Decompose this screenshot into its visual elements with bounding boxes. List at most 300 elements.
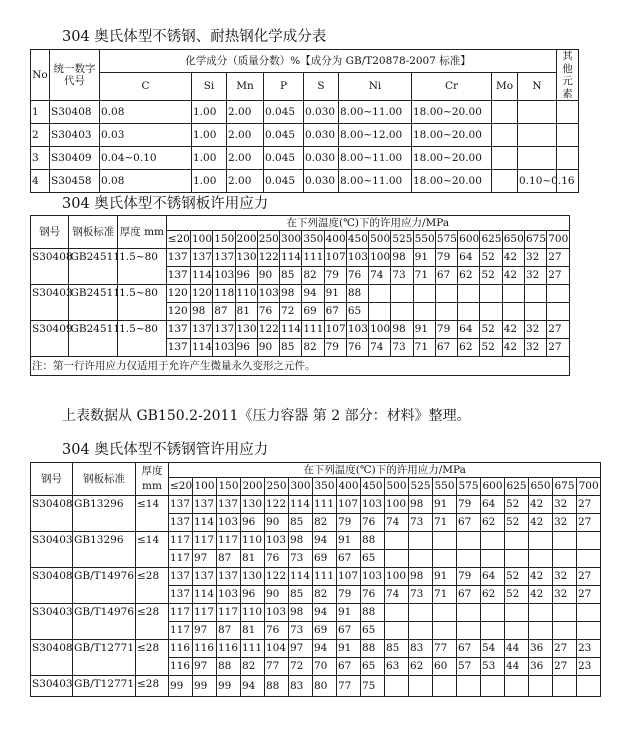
row-standard: GB/T14976 (73, 568, 136, 604)
row-grade: S30408 (31, 568, 73, 604)
stress-cell: 120 (190, 285, 212, 303)
row-no: 4 (31, 170, 50, 193)
stress-cell: 90 (265, 586, 289, 604)
stress-cell: 60 (433, 658, 457, 676)
stress-cell (385, 532, 409, 550)
stress-cell (457, 532, 481, 550)
stress-cell: 103 (217, 586, 241, 604)
header-element: P (264, 72, 304, 101)
stress-cell: 114 (190, 267, 212, 285)
stress-cell: 67 (337, 658, 361, 676)
stress-cell: 79 (457, 496, 481, 514)
stress-cell: 73 (289, 622, 313, 640)
header-thickness (136, 463, 169, 496)
stress-cell: 79 (435, 249, 457, 267)
stress-cell: 116 (217, 640, 241, 658)
stress-cell (413, 285, 435, 303)
stress-cell: 42 (529, 514, 553, 532)
stress-cell: 130 (235, 249, 257, 267)
stress-cell: 62 (481, 586, 505, 604)
stress-cell: 85 (289, 514, 313, 532)
temperature-header: 200 (241, 478, 265, 496)
row-thickness: 1.5~80 (118, 285, 167, 321)
stress-cell (547, 303, 570, 321)
stress-cell: 79 (337, 514, 361, 532)
stress-cell: 137 (190, 321, 212, 339)
stress-cell: 67 (324, 303, 346, 321)
stress-cell (481, 676, 505, 697)
temperature-header: 700 (577, 478, 601, 496)
temperature-header: 500 (385, 478, 409, 496)
row-standard: GB24511 (69, 321, 118, 357)
stress-cell: 79 (324, 267, 346, 285)
stress-cell: 85 (280, 339, 302, 357)
stress-cell: 90 (265, 514, 289, 532)
row-code: S30403 (50, 124, 100, 147)
temperature-header: 300 (289, 478, 313, 496)
composition-cell (518, 101, 557, 124)
stress-cell: 122 (265, 496, 289, 514)
composition-cell: 0.03 (100, 124, 192, 147)
row-thickness: ≤28 (136, 568, 169, 604)
composition-cell: 1.00 (192, 147, 227, 170)
stress-row (31, 676, 601, 697)
stress-cell: 54 (481, 640, 505, 658)
stress-cell: 137 (213, 321, 235, 339)
stress-cell: 32 (524, 339, 546, 357)
temperature-header: 400 (337, 478, 361, 496)
stress-cell (480, 303, 502, 321)
stress-cell: 88 (346, 285, 368, 303)
stress-cell: 65 (361, 658, 385, 676)
stress-cell: 76 (361, 514, 385, 532)
composition-cell: 0.045 (264, 170, 304, 193)
stress-cell: 81 (241, 550, 265, 568)
stress-cell (391, 303, 413, 321)
plate-note: 注：第一行许用应力仅适用于允许产生微量永久变形之元件。 (31, 357, 570, 376)
stress-cell: 85 (289, 586, 313, 604)
composition-cell: 0.045 (264, 147, 304, 170)
stress-cell: 91 (337, 532, 361, 550)
stress-cell: 100 (385, 496, 409, 514)
stress-cell: 32 (524, 249, 546, 267)
stress-cell: 137 (193, 496, 217, 514)
stress-cell: 88 (361, 604, 385, 622)
header-standard: 钢板标准 (69, 216, 118, 249)
stress-cell: 118 (213, 285, 235, 303)
temperature-header: 675 (524, 231, 546, 249)
stress-cell: 104 (265, 640, 289, 658)
composition-cell: 2.00 (227, 101, 264, 124)
stress-cell: 116 (169, 658, 193, 676)
row-code: S30409 (50, 147, 100, 170)
stress-cell: 52 (505, 568, 529, 586)
stress-cell: 137 (166, 267, 190, 285)
stress-cell: 137 (213, 249, 235, 267)
stress-cell: 64 (481, 568, 505, 586)
stress-cell: 116 (169, 640, 193, 658)
temperature-header: 550 (433, 478, 457, 496)
row-grade: S30403 (31, 532, 73, 568)
stress-cell: 90 (257, 339, 279, 357)
temperature-header: 200 (235, 231, 257, 249)
temperature-header: 500 (369, 231, 391, 249)
stress-cell: 76 (346, 267, 368, 285)
composition-cell: 0.045 (264, 101, 304, 124)
composition-cell (557, 124, 579, 147)
stress-cell (524, 285, 546, 303)
stress-cell: 98 (409, 496, 433, 514)
stress-cell: 94 (313, 604, 337, 622)
stress-cell (409, 532, 433, 550)
stress-cell: 91 (337, 640, 361, 658)
stress-row (31, 321, 570, 339)
stress-cell (547, 285, 570, 303)
stress-cell: 130 (235, 321, 257, 339)
temperature-header: 700 (547, 231, 570, 249)
stress-cell: 27 (577, 496, 601, 514)
stress-cell (553, 550, 577, 568)
stress-cell: 122 (265, 568, 289, 586)
stress-cell: 91 (413, 249, 435, 267)
stress-row (31, 568, 601, 586)
header-temperature-group: 在下列温度(℃)下的许用应力/MPa (166, 216, 569, 231)
row-standard: GB/T14976 (73, 604, 136, 640)
row-grade: S30408 (31, 640, 73, 676)
composition-cell: 8.00~11.00 (339, 101, 412, 124)
stress-cell: 98 (391, 321, 413, 339)
stress-cell: 27 (577, 568, 601, 586)
composition-cell: 18.00~20.00 (412, 124, 492, 147)
stress-cell: 76 (265, 622, 289, 640)
header-element: S (304, 72, 339, 101)
stress-cell: 91 (337, 604, 361, 622)
stress-cell: 111 (302, 249, 324, 267)
stress-cell: 137 (166, 249, 190, 267)
header-temperature-group: 在下列温度(℃)下的许用应力/MPa (169, 463, 601, 478)
row-standard: GB/T12771 (73, 676, 136, 697)
row-no: 3 (31, 147, 50, 170)
header-thickness-unit: mm (142, 480, 162, 492)
stress-cell: 110 (235, 285, 257, 303)
stress-cell (577, 622, 601, 640)
composition-cell: 18.00~20.00 (412, 101, 492, 124)
header-grade: 钢号 (31, 463, 73, 496)
header-element: C (100, 72, 192, 101)
row-standard: GB13296 (73, 496, 136, 532)
stress-cell: 52 (480, 267, 502, 285)
stress-cell: 110 (241, 532, 265, 550)
stress-cell (481, 532, 505, 550)
stress-cell: 67 (435, 339, 457, 357)
stress-cell: 52 (505, 586, 529, 604)
stress-cell: 65 (361, 550, 385, 568)
stress-cell (458, 285, 480, 303)
stress-cell: 83 (289, 676, 313, 697)
stress-cell: 74 (385, 586, 409, 604)
stress-cell (502, 285, 524, 303)
stress-cell (529, 532, 553, 550)
stress-cell: 67 (457, 586, 481, 604)
composition-cell: 0.030 (304, 170, 339, 193)
stress-cell: 71 (413, 339, 435, 357)
stress-cell: 27 (577, 586, 601, 604)
stress-cell: 114 (289, 568, 313, 586)
stress-cell: 97 (193, 550, 217, 568)
stress-cell: 82 (313, 514, 337, 532)
composition-row (31, 124, 579, 147)
stress-cell: 74 (369, 339, 391, 357)
stress-cell (502, 303, 524, 321)
row-thickness: ≤28 (136, 676, 169, 697)
row-code: S30408 (50, 101, 100, 124)
composition-cell: 2.00 (227, 147, 264, 170)
stress-cell: 96 (241, 514, 265, 532)
header-composition-group: 化学成分（质量分数）%【成分为 GB/T20878-2007 标准】 (100, 50, 557, 73)
stress-cell: 73 (289, 550, 313, 568)
composition-row (31, 170, 579, 193)
stress-cell: 32 (553, 568, 577, 586)
stress-cell: 32 (524, 321, 546, 339)
stress-cell: 32 (553, 496, 577, 514)
temperature-header: 250 (265, 478, 289, 496)
stress-cell: 137 (169, 568, 193, 586)
temperature-header: 625 (480, 231, 502, 249)
composition-cell: 8.00~12.00 (339, 124, 412, 147)
row-grade: S30403 (31, 604, 73, 640)
row-grade: S30409 (31, 321, 69, 357)
stress-cell (385, 676, 409, 697)
stress-cell: 137 (190, 249, 212, 267)
stress-cell (385, 622, 409, 640)
stress-cell: 137 (217, 496, 241, 514)
stress-cell: 88 (217, 658, 241, 676)
stress-cell: 67 (337, 550, 361, 568)
stress-cell: 73 (409, 514, 433, 532)
row-grade: S30403 (31, 285, 69, 321)
stress-cell: 67 (435, 267, 457, 285)
stress-cell: 103 (346, 249, 368, 267)
stress-cell: 64 (458, 321, 480, 339)
stress-cell: 69 (302, 303, 324, 321)
stress-cell: 63 (385, 658, 409, 676)
composition-table (30, 49, 579, 193)
stress-cell (457, 550, 481, 568)
stress-cell: 69 (313, 550, 337, 568)
stress-cell (505, 532, 529, 550)
stress-cell: 52 (480, 321, 502, 339)
stress-cell: 107 (337, 568, 361, 586)
stress-cell: 76 (265, 550, 289, 568)
stress-cell: 111 (241, 640, 265, 658)
stress-cell (577, 550, 601, 568)
row-thickness: ≤14 (136, 496, 169, 532)
stress-cell: 76 (346, 339, 368, 357)
stress-cell: 85 (280, 267, 302, 285)
stress-cell (435, 303, 457, 321)
stress-cell (577, 604, 601, 622)
header-no: No (31, 50, 50, 101)
stress-cell: 114 (193, 514, 217, 532)
header-element: Mo (492, 72, 518, 101)
stress-cell: 82 (302, 339, 324, 357)
stress-cell: 103 (361, 496, 385, 514)
stress-cell: 114 (289, 496, 313, 514)
temperature-header: 300 (280, 231, 302, 249)
stress-cell (457, 676, 481, 697)
stress-cell: 111 (313, 496, 337, 514)
stress-cell: 57 (457, 658, 481, 676)
stress-cell: 42 (529, 568, 553, 586)
row-thickness: 1.5~80 (118, 321, 167, 357)
stress-cell: 27 (547, 267, 570, 285)
stress-cell (553, 604, 577, 622)
stress-cell: 52 (480, 339, 502, 357)
stress-cell: 137 (166, 321, 190, 339)
stress-cell: 77 (265, 658, 289, 676)
stress-cell: 117 (169, 532, 193, 550)
header-other: 其他元素 (557, 50, 579, 101)
composition-cell (492, 170, 518, 193)
composition-cell: 1.00 (192, 124, 227, 147)
stress-cell: 88 (265, 676, 289, 697)
stress-cell: 137 (169, 514, 193, 532)
temperature-header: 600 (481, 478, 505, 496)
stress-cell (435, 285, 457, 303)
temperature-header: 450 (361, 478, 385, 496)
stress-cell: 103 (213, 339, 235, 357)
stress-cell: 117 (169, 604, 193, 622)
composition-cell (492, 124, 518, 147)
stress-cell: 85 (385, 640, 409, 658)
stress-cell: 73 (391, 339, 413, 357)
composition-cell: 0.08 (100, 170, 192, 193)
stress-row (31, 532, 601, 550)
stress-cell: 64 (481, 496, 505, 514)
stress-cell: 64 (458, 249, 480, 267)
stress-cell: 88 (361, 532, 385, 550)
temperature-header: 350 (313, 478, 337, 496)
header-standard: 钢板标准 (73, 463, 136, 496)
stress-cell: 32 (524, 267, 546, 285)
stress-cell: 23 (577, 658, 601, 676)
stress-cell: 27 (553, 658, 577, 676)
temperature-header: 650 (502, 231, 524, 249)
row-code: S30458 (50, 170, 100, 193)
row-standard: GB13296 (73, 532, 136, 568)
stress-cell: 52 (505, 496, 529, 514)
composition-cell (557, 147, 579, 170)
stress-cell: 100 (369, 321, 391, 339)
stress-cell (505, 550, 529, 568)
stress-cell: 62 (481, 514, 505, 532)
stress-cell: 79 (337, 586, 361, 604)
stress-cell: 88 (361, 640, 385, 658)
temperature-header: 400 (324, 231, 346, 249)
stress-cell: 76 (361, 586, 385, 604)
temperature-header: 525 (409, 478, 433, 496)
stress-cell: 91 (324, 285, 346, 303)
stress-cell: 32 (553, 514, 577, 532)
stress-cell: 117 (217, 532, 241, 550)
temperature-header: 100 (190, 231, 212, 249)
composition-cell: 2.00 (227, 124, 264, 147)
stress-cell: 137 (217, 568, 241, 586)
stress-cell: 114 (280, 249, 302, 267)
stress-cell: 98 (409, 568, 433, 586)
composition-cell: 0.030 (304, 124, 339, 147)
stress-cell: 110 (241, 604, 265, 622)
stress-cell: 42 (502, 321, 524, 339)
stress-cell (433, 604, 457, 622)
stress-cell (409, 622, 433, 640)
row-grade: S30403 (31, 676, 73, 697)
stress-cell: 83 (409, 640, 433, 658)
stress-cell: 103 (265, 532, 289, 550)
stress-cell: 53 (481, 658, 505, 676)
stress-cell: 99 (217, 676, 241, 697)
stress-cell (481, 604, 505, 622)
stress-cell: 114 (280, 321, 302, 339)
stress-cell: 117 (217, 604, 241, 622)
stress-cell: 96 (235, 339, 257, 357)
stress-cell: 91 (413, 321, 435, 339)
stress-cell: 116 (193, 640, 217, 658)
stress-cell: 79 (457, 568, 481, 586)
stress-cell: 122 (257, 321, 279, 339)
stress-cell: 100 (385, 568, 409, 586)
stress-cell: 120 (166, 285, 190, 303)
stress-cell: 72 (289, 658, 313, 676)
stress-cell (505, 676, 529, 697)
temperature-header: 575 (435, 231, 457, 249)
plate-stress-body (31, 249, 570, 357)
source-line: 上表数据从 GB150.2-2011《压力容器 第 2 部分：材料》整理。 (62, 408, 471, 424)
stress-cell: 87 (217, 550, 241, 568)
stress-cell: 71 (433, 586, 457, 604)
stress-cell: 114 (193, 586, 217, 604)
stress-cell: 97 (193, 658, 217, 676)
composition-row (31, 101, 579, 124)
row-standard: GB24511 (69, 285, 118, 321)
temperature-header: 250 (257, 231, 279, 249)
stress-cell: 77 (433, 640, 457, 658)
stress-cell: 27 (547, 249, 570, 267)
temperature-header: 100 (193, 478, 217, 496)
stress-cell: 98 (280, 285, 302, 303)
stress-row (31, 604, 601, 622)
row-standard: GB24511 (69, 249, 118, 285)
stress-cell: 77 (337, 676, 361, 697)
header-thickness-label: 厚度 (141, 465, 163, 478)
temperature-header: 550 (413, 231, 435, 249)
stress-cell (553, 622, 577, 640)
row-standard: GB/T12771 (73, 640, 136, 676)
row-grade: S30408 (31, 249, 69, 285)
stress-cell (457, 622, 481, 640)
stress-cell: 65 (346, 303, 368, 321)
stress-cell: 42 (529, 496, 553, 514)
stress-cell: 103 (213, 267, 235, 285)
composition-cell: 18.00~20.00 (412, 147, 492, 170)
composition-body (31, 101, 579, 193)
stress-cell: 81 (241, 622, 265, 640)
stress-cell (433, 550, 457, 568)
stress-cell (529, 550, 553, 568)
composition-cell: 0.030 (304, 101, 339, 124)
composition-cell: 2.00 (227, 170, 264, 193)
temperature-header: 600 (458, 231, 480, 249)
